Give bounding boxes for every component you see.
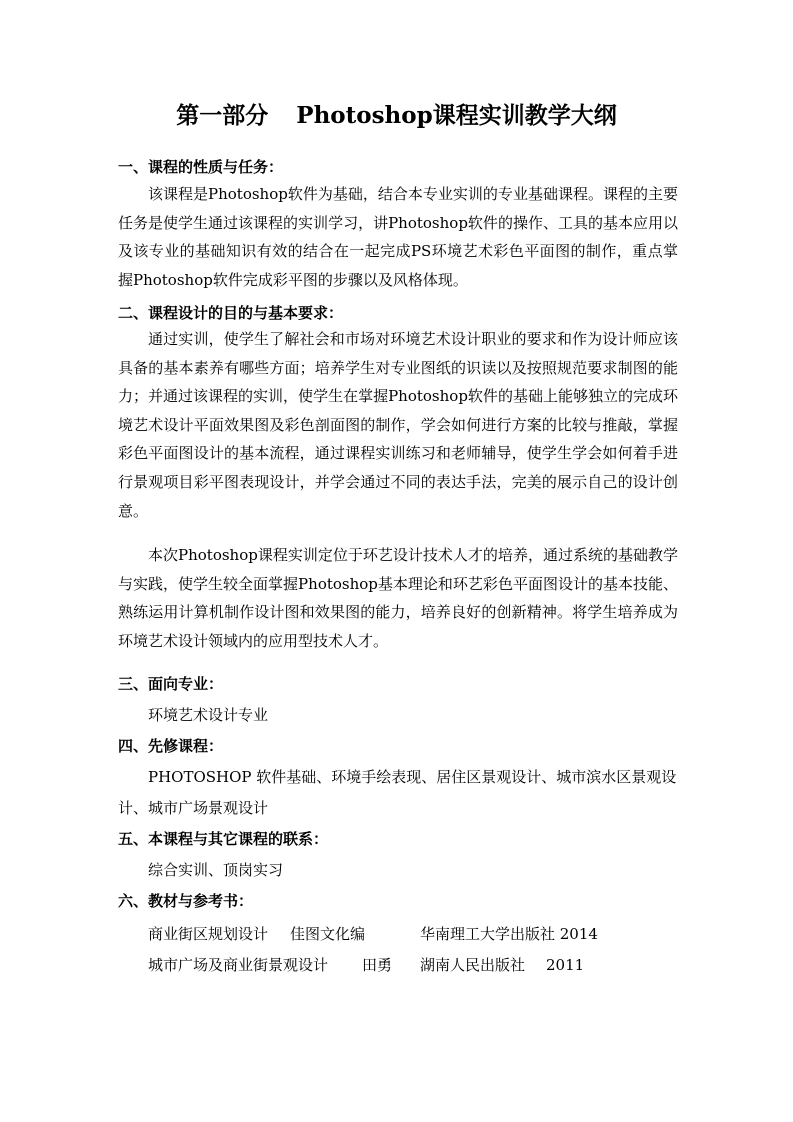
book-year: 2011: [546, 956, 585, 974]
book-author: 田勇: [362, 956, 393, 974]
section-heading-books: 六、教材与参考书：: [118, 892, 254, 910]
page-title: [0, 98, 793, 134]
paragraph-purpose-1: 通过实训，使学生了解社会和市场对环境艺术设计职业的要求和作为设计师应该具备的基本素养有哪些方面；培养学生对专业图纸的识读以及按照规范要求制图的能力；并通过该课程的实训，使学生在掌握Photoshop软件的基础上能够独立的完成环境艺术设计平面效果图及彩色剖面图的制作，学会如何进行方案的比较与推敲，掌握彩色平面图设计的基本流程，通过课程实训练习和老师辅导，使学生学会如何着手进行景观项目彩平图表现设计，并学会通过不同的表达手法，完美的展示自己的设计创意。: [118, 330, 678, 520]
major-text: 环境艺术设计专业: [148, 706, 269, 724]
paragraph-purpose-2: 本次Photoshop课程实训定位于环艺设计技术人才的培养，通过系统的基础教学与实践，使学生较全面掌握Photoshop基本理论和环艺彩色平面图设计的基本技能、熟练运用计算机制作设计图和效果图的能力，培养良好的创新精神。将学生培养成为环境艺术设计领域内的应用型技术人才。: [118, 546, 678, 650]
section-heading-prereq: 四、先修课程：: [118, 737, 224, 755]
title-main: Photoshop课程实训教学大纲: [296, 102, 617, 129]
book-title: 城市广场及商业街景观设计: [148, 956, 329, 974]
title-part: 第一部分: [176, 102, 269, 129]
relation-text: 综合实训、顶岗实习: [148, 861, 284, 879]
book-publisher: 华南理工大学出版社 2014: [420, 925, 598, 943]
book-publisher: 湖南人民出版社: [420, 956, 526, 974]
book-title: 商业街区规划设计: [148, 925, 269, 943]
book-author: 佳图文化编: [290, 925, 366, 943]
prereq-line-1: PHOTOSHOP 软件基础、环境手绘表现、居住区景观设计、城市滨水区景观设: [148, 768, 677, 786]
prereq-line-2: 计、城市广场景观设计: [118, 799, 269, 817]
paragraph-nature: 该课程是Photoshop软件为基础，结合本专业实训的专业基础课程。课程的主要任务是使学生通过该课程的实训学习，讲Photoshop软件的操作、工具的基本应用以及该专业的基础知识有效的结合在一起完成PS环境艺术彩色平面图的制作，重点掌握Photoshop软件完成彩平图的步骤以及风格体现。: [118, 185, 678, 289]
section-heading-nature: 一、课程的性质与任务：: [118, 158, 284, 176]
section-heading-major: 三、面向专业：: [118, 675, 224, 693]
section-heading-relation: 五、本课程与其它课程的联系：: [118, 830, 329, 848]
section-heading-purpose: 二、课程设计的目的与基本要求：: [118, 304, 344, 322]
